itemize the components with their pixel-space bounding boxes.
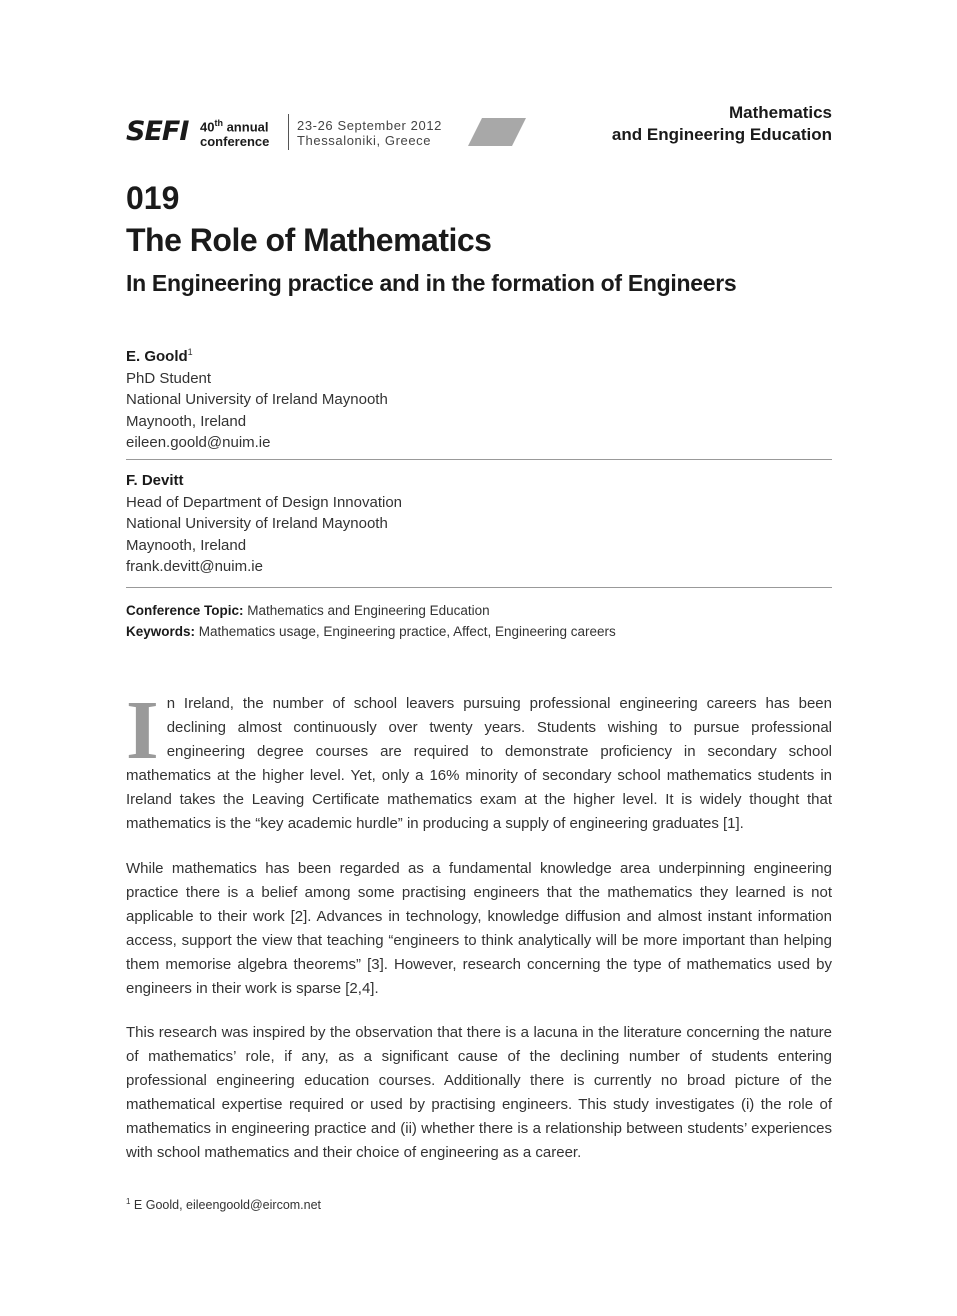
track-title: Mathematics and Engineering Education <box>611 103 832 144</box>
paragraph-2: While mathematics has been regarded as a fundamental knowledge area underpinning engineering practice there is a belief among some practising engineers that the mathematics they learned is not applicable to their work [2]. Advances in technology, knowledge diffusion and almost instant information access, support the view that teaching “engineers to think analytically will be more important than helping them memorise algebra theorems” [3]. However, research concerning the type of mathematics used by engineers in their work is sparse [2,4]. <box>126 860 832 997</box>
conference-label: 40th annual conference <box>200 118 270 150</box>
author-block-2 <box>126 470 832 578</box>
author-affiliation: National University of Ireland Maynooth <box>126 391 388 408</box>
paper-number: 019 <box>126 180 180 216</box>
paper-subtitle: In Engineering practice and in the formation of Engineers <box>126 270 737 296</box>
keywords: Keywords: Mathematics usage, Engineering practice, Affect, Engineering careers <box>126 624 616 639</box>
paper-meta <box>126 600 832 642</box>
author-name: E. Goold <box>126 348 188 365</box>
conference-topic: Conference Topic: Mathematics and Engineering Education <box>126 603 490 618</box>
author-role: Head of Department of Design Innovation <box>126 493 402 511</box>
paragraph-3: This research was inspired by the observation that there is a lacuna in the literature concerning the nature of mathematics’ role, if any, as a significant cause of the declining number of students entering professional engineering education courses. Additionally there is currently no broad picture of the mathematical expertise required or used by practising engineers. This study investigates (i) the role of mathematics in engineering practice and (ii) whether there is a relationship between students’ experiences with school mathematics and their choice of engineering as a career. <box>126 1024 832 1161</box>
conference-dates: 23-26 September 2012 Thessaloniki, Greece <box>297 118 442 148</box>
author-name: F. Devitt <box>126 472 184 489</box>
sefi-logo: SEFI <box>126 116 189 147</box>
paper-title: The Role of Mathematics <box>126 222 492 258</box>
decorative-stripe-icon <box>468 118 526 146</box>
author-email: eileen.goold@nuim.ie <box>126 434 271 451</box>
author-affiliation: National University of Ireland Maynooth <box>126 515 388 532</box>
footnote: $^1$ E Goold, eileengoold@eircom.net <box>126 1197 322 1213</box>
author-location: Maynooth, Ireland <box>126 412 247 430</box>
header-divider <box>288 114 289 150</box>
conference-header <box>126 102 832 152</box>
drop-cap: I <box>126 684 159 777</box>
paragraph-1: In Ireland, the number of school leavers pursuing professional engineering careers has been declining almost continuously over twenty years. Students wishing to pursue professional engineering degree courses are required to demonstrate proficiency in secondary school mathematics at the higher level. Yet, only a 16% minority of secondary school mathematics students in Ireland takes the Leaving Certificate mathematics exam at the higher level. It is widely thought that mathematics is the “key academic hurdle” in producing a supply of engineering graduates [1]. <box>126 684 832 832</box>
author-divider <box>126 459 832 460</box>
meta-divider <box>126 587 832 588</box>
author-block-1: E. Goold$^1$ PhD Student National University of Ireland Maynooth Maynooth, Ireland eileen.goold@nuim.ie <box>126 342 832 454</box>
author-email: frank.devitt@nuim.ie <box>126 558 263 575</box>
author-location: Maynooth, Ireland <box>126 536 247 554</box>
author-role: PhD Student <box>126 369 212 387</box>
